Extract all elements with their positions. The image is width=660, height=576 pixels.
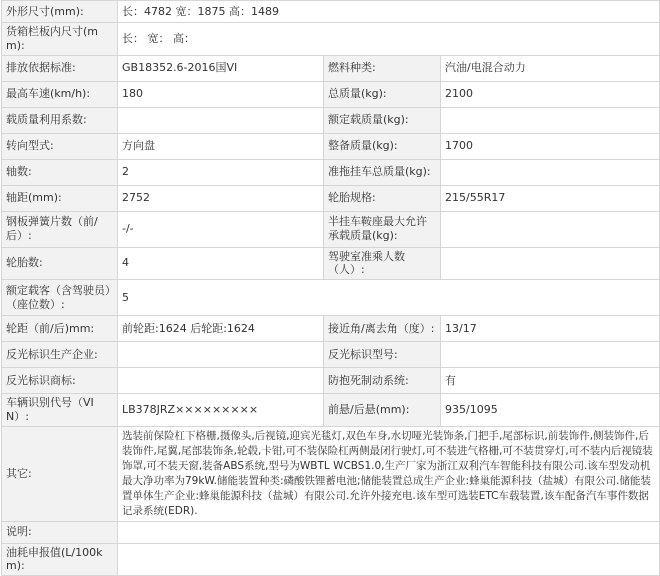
spec-label: 驾驶室准乘人数（人）:: [324, 247, 441, 280]
spec-value: 2100: [441, 81, 660, 107]
spec-row: [2, 159, 660, 185]
spec-label: 最高车速(km/h):: [2, 81, 118, 107]
spec-label: 排放依据标准:: [2, 55, 118, 81]
vehicle-spec-table: [1, 0, 660, 576]
spec-row: [2, 107, 660, 133]
spec-label: 轴数:: [2, 159, 118, 185]
spec-value: [118, 107, 324, 133]
spec-label: 货箱栏板内尺寸(mm):: [2, 23, 118, 56]
spec-row: [2, 342, 660, 368]
spec-value: 2752: [118, 185, 324, 211]
spec-value: GB18352.6-2016国VI: [118, 55, 324, 81]
spec-table-body: [2, 1, 660, 576]
spec-label: 转向型式:: [2, 133, 118, 159]
spec-label: 轮胎数:: [2, 247, 118, 280]
spec-row: [2, 394, 660, 427]
spec-row: [2, 280, 660, 316]
spec-label: 防抱死制动系统:: [324, 368, 441, 394]
spec-label: 燃料种类:: [324, 55, 441, 81]
spec-label: 准拖挂车总质量(kg):: [324, 159, 441, 185]
spec-value: LB378JRZ×××××××××: [118, 394, 324, 427]
spec-value: -/-: [118, 211, 324, 247]
spec-value: 长：4782 宽：1875 高：1489: [118, 1, 660, 23]
spec-value: 2: [118, 159, 324, 185]
spec-value: [441, 247, 660, 280]
spec-label: 载质量利用系数:: [2, 107, 118, 133]
spec-value: [441, 211, 660, 247]
spec-row: [2, 133, 660, 159]
spec-label: 前悬/后悬(mm):: [324, 394, 441, 427]
spec-row: [2, 55, 660, 81]
other-notes-value: 选装前保险杠下格栅,摄像头,后视镜,迎宾光毯灯,双色车身,水切哑光装饰条,门把手,尾部标识,前装饰件,侧装饰件,后装饰件,尾翼,尾部装饰条,轮毂,卡钳,可不装保险杠两侧最闭行驶灯,可不装进气格栅,可不装贯穿灯,可不装内后视镜装饰罩,可不装天窗,装备ABS系统,型号为WBTL WCBS1.0,生产厂家为浙江双利汽车智能科技有限公司.该车型发动机最大净功率为79kW.储能装置种类:磷酸铁锂蓄电池;储能装置总成生产企业:蜂巢能源科技（盐城）有限公司.储能装置单体生产企业:蜂巢能源科技（盐城）有限公司.允许外接充电.该车型可选装ETC车载装置,该车配备汽车事件数据记录系统(EDR).: [118, 426, 660, 521]
spec-value: 有: [441, 368, 660, 394]
spec-label: 半挂车鞍座最大允许承载质量(kg):: [324, 211, 441, 247]
spec-row: [2, 23, 660, 56]
spec-label: 钢板弹簧片数（前/后）:: [2, 211, 118, 247]
spec-row: [2, 211, 660, 247]
spec-value: [441, 342, 660, 368]
spec-value: 汽油/电混合动力: [441, 55, 660, 81]
spec-label: 轮胎规格:: [324, 185, 441, 211]
spec-value: 1700: [441, 133, 660, 159]
spec-value: 935/1095: [441, 394, 660, 427]
spec-label: 反光标识型号:: [324, 342, 441, 368]
spec-label: 反光标识生产企业:: [2, 342, 118, 368]
spec-label: 油耗申报值(L/100km):: [2, 543, 118, 576]
spec-label: 轮距（前/后)mm:: [2, 316, 118, 342]
spec-row: [2, 521, 660, 543]
spec-label: 说明:: [2, 521, 118, 543]
spec-value: 180: [118, 81, 324, 107]
spec-value: [118, 543, 660, 576]
spec-value: [118, 521, 660, 543]
spec-value: [441, 159, 660, 185]
spec-value: 13/17: [441, 316, 660, 342]
spec-value: [118, 368, 324, 394]
spec-value: 5: [118, 280, 660, 316]
spec-row: [2, 543, 660, 576]
spec-value: 长： 宽： 高：: [118, 23, 660, 56]
spec-row: [2, 368, 660, 394]
spec-row: [2, 316, 660, 342]
spec-row: [2, 426, 660, 521]
spec-value: [118, 342, 324, 368]
spec-label: 额定载质量(kg):: [324, 107, 441, 133]
spec-row: [2, 185, 660, 211]
spec-label: 接近角/离去角（度）:: [324, 316, 441, 342]
spec-label: 额定载客（含驾驶员）（座位数）:: [2, 280, 118, 316]
spec-value: 方向盘: [118, 133, 324, 159]
spec-label: 其它:: [2, 426, 118, 521]
spec-label: 轴距(mm):: [2, 185, 118, 211]
spec-label: 整备质量(kg):: [324, 133, 441, 159]
spec-label: 反光标识商标:: [2, 368, 118, 394]
spec-value: [441, 107, 660, 133]
spec-label: 总质量(kg):: [324, 81, 441, 107]
spec-label: 外形尺寸(mm):: [2, 1, 118, 23]
spec-row: [2, 247, 660, 280]
spec-label: 车辆识别代号（VIN）:: [2, 394, 118, 427]
spec-value: 215/55R17: [441, 185, 660, 211]
spec-value: 4: [118, 247, 324, 280]
spec-row: [2, 1, 660, 23]
spec-row: [2, 81, 660, 107]
spec-value: 前轮距:1624 后轮距:1624: [118, 316, 324, 342]
